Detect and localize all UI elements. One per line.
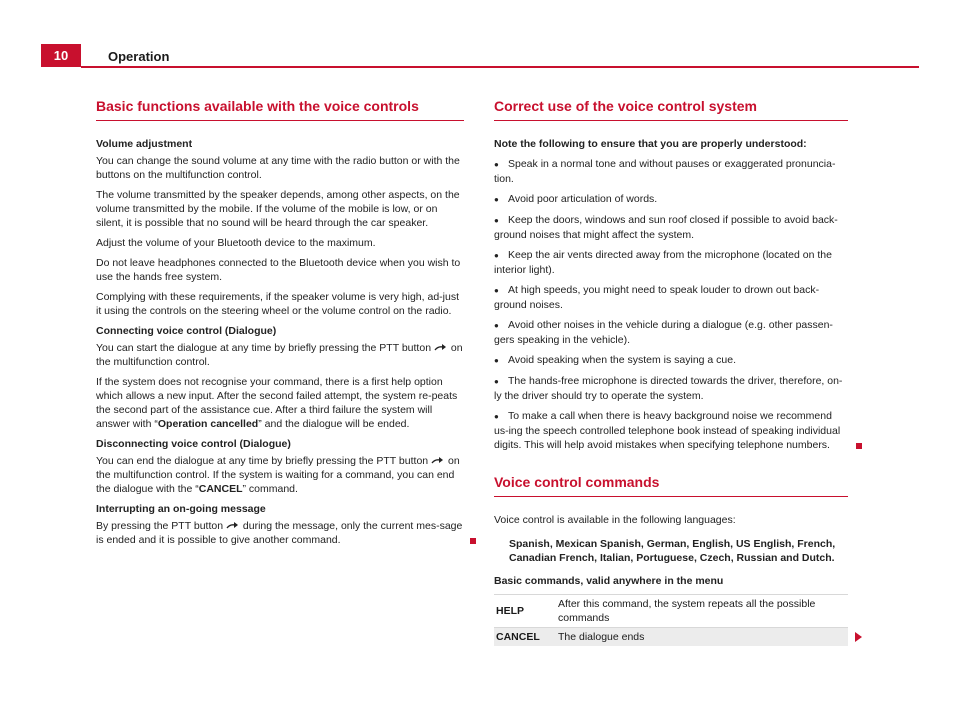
- ptt-button-icon: [226, 521, 240, 530]
- bullet-dot-icon: ●: [494, 160, 499, 169]
- table-row: [494, 595, 848, 628]
- text: By pressing the PTT button: [96, 520, 224, 532]
- section-title-basic-functions: Basic functions available with the voice controls: [96, 98, 464, 121]
- commands-table: [494, 594, 848, 646]
- bullet-text: Speak in a normal tone and without pauses or exaggerated pronuncia-tion.: [494, 158, 836, 185]
- bullet-dot-icon: ●: [494, 321, 499, 330]
- languages-list: Spanish, Mexican Spanish, German, English, US English, French, Canadian French, Italian, Portuguese, Czech, Russian and Dutch.: [509, 538, 836, 564]
- paragraph: The volume transmitted by the speaker depends, among other aspects, on the volume transmitted by the mobile. If the volume of the mobile is low, or on silent, it is possible that no sound will be heard through the car speaker.: [96, 189, 460, 229]
- text: You can start the dialogue at any time by briefly pressing the PTT button: [96, 342, 432, 354]
- ptt-button-icon: [434, 343, 448, 352]
- bullet-item: [494, 318, 848, 347]
- bullet-item: [494, 283, 848, 312]
- paragraph: You can change the sound volume at any time with the radio button or with the buttons on the multifunction control.: [96, 155, 460, 181]
- text: ” command.: [242, 483, 298, 495]
- paragraph: [96, 454, 464, 496]
- continue-arrow-icon: [855, 632, 862, 642]
- bullet-text: Keep the air vents directed away from the microphone (located on the interior light).: [494, 249, 832, 276]
- header-title: Operation: [108, 49, 170, 64]
- heading-connecting: Connecting voice control (Dialogue): [96, 325, 277, 337]
- bullet-dot-icon: ●: [494, 195, 499, 204]
- left-column: [96, 98, 464, 547]
- text: You can end the dialogue at any time by briefly pressing the PTT button: [96, 455, 429, 467]
- text: on the multifunction control. If the system is waiting for a command, you can end the dialogue with the “: [96, 455, 460, 495]
- heading-disconnecting: Disconnecting voice control (Dialogue): [96, 438, 291, 450]
- bullet-text: The hands-free microphone is directed towards the driver, therefore, on-ly the driver should try to operate the system.: [494, 375, 843, 402]
- bullet-text: Avoid speaking when the system is saying a cue.: [508, 354, 737, 366]
- bullet-item: [494, 353, 848, 368]
- paragraph: [96, 519, 464, 547]
- bullet-dot-icon: ●: [494, 377, 499, 386]
- heading-basic-commands: Basic commands, valid anywhere in the menu: [494, 575, 724, 587]
- description-cell: [558, 628, 848, 647]
- bullet-text: At high speeds, you might need to speak louder to drown out back-ground noises.: [494, 284, 820, 311]
- text: on the multifunction control.: [96, 342, 463, 368]
- intro-note: Note the following to ensure that you are properly understood:: [494, 138, 807, 150]
- text: ” and the dialogue will be ended.: [258, 418, 410, 430]
- header-rule: [81, 66, 919, 68]
- ptt-button-icon: [431, 456, 445, 465]
- page-number: 10: [41, 44, 81, 67]
- bullet-item: [494, 374, 848, 403]
- text: during the message, only the current mes-sage is ended and it is possible to give another command.: [96, 520, 463, 546]
- paragraph: Complying with these requirements, if the speaker volume is very high, ad-just it using the controls on the steering wheel or the volume control on the radio.: [96, 291, 459, 317]
- bullet-text: To make a call when there is heavy background noise we recommend us-ing the speech controlled telephone book instead of speaking individual digits. This will help avoid mistakes when specifying telephone numbers.: [494, 410, 841, 451]
- paragraph: Adjust the volume of your Bluetooth device to the maximum.: [96, 237, 376, 249]
- bullet-item: [494, 192, 848, 207]
- commands-intro: Voice control is available in the following languages:: [494, 514, 736, 526]
- bullet-item: [494, 157, 848, 186]
- command-cell: CANCEL: [494, 628, 558, 647]
- emphasis: CANCEL: [198, 483, 243, 495]
- bullet-text: Avoid poor articulation of words.: [508, 193, 658, 205]
- bullet-item: [494, 409, 848, 452]
- bullet-item: [494, 213, 848, 242]
- bullet-dot-icon: ●: [494, 251, 499, 260]
- table-row: [494, 628, 848, 647]
- section-title-commands: Voice control commands: [494, 474, 848, 497]
- bullet-text: Avoid other noises in the vehicle during a dialogue (e.g. other passen-gers speaking in the vehicle).: [494, 319, 833, 346]
- emphasis: Operation cancelled: [157, 418, 259, 430]
- bullet-list: [494, 157, 848, 452]
- text: If the system does not recognise your command, there is a first help option which allows a new input. After the second failed attempt, the system re-peats the second part of the assistance cue. After a third failure the system will answer with “: [96, 376, 458, 430]
- heading-interrupting: Interrupting an on-going message: [96, 503, 266, 515]
- description-text: The dialogue ends: [558, 631, 645, 643]
- paragraph: [96, 341, 464, 369]
- bullet-dot-icon: ●: [494, 412, 499, 421]
- section-end-icon: [470, 538, 476, 544]
- bullet-text: Keep the doors, windows and sun roof closed if possible to avoid back-ground noises that might affect the system.: [494, 214, 838, 241]
- right-column: [494, 98, 848, 646]
- bullet-dot-icon: ●: [494, 216, 499, 225]
- heading-volume: Volume adjustment: [96, 138, 193, 150]
- paragraph: Do not leave headphones connected to the Bluetooth device when you wish to use the hands free system.: [96, 257, 461, 283]
- paragraph: [96, 375, 464, 431]
- bullet-dot-icon: ●: [494, 356, 499, 365]
- bullet-item: [494, 248, 848, 277]
- bullet-dot-icon: ●: [494, 286, 499, 295]
- description-cell: After this command, the system repeats all the possible commands: [558, 595, 848, 628]
- section-title-correct-use: Correct use of the voice control system: [494, 98, 848, 121]
- section-end-icon: [856, 443, 862, 449]
- command-cell: HELP: [494, 595, 558, 628]
